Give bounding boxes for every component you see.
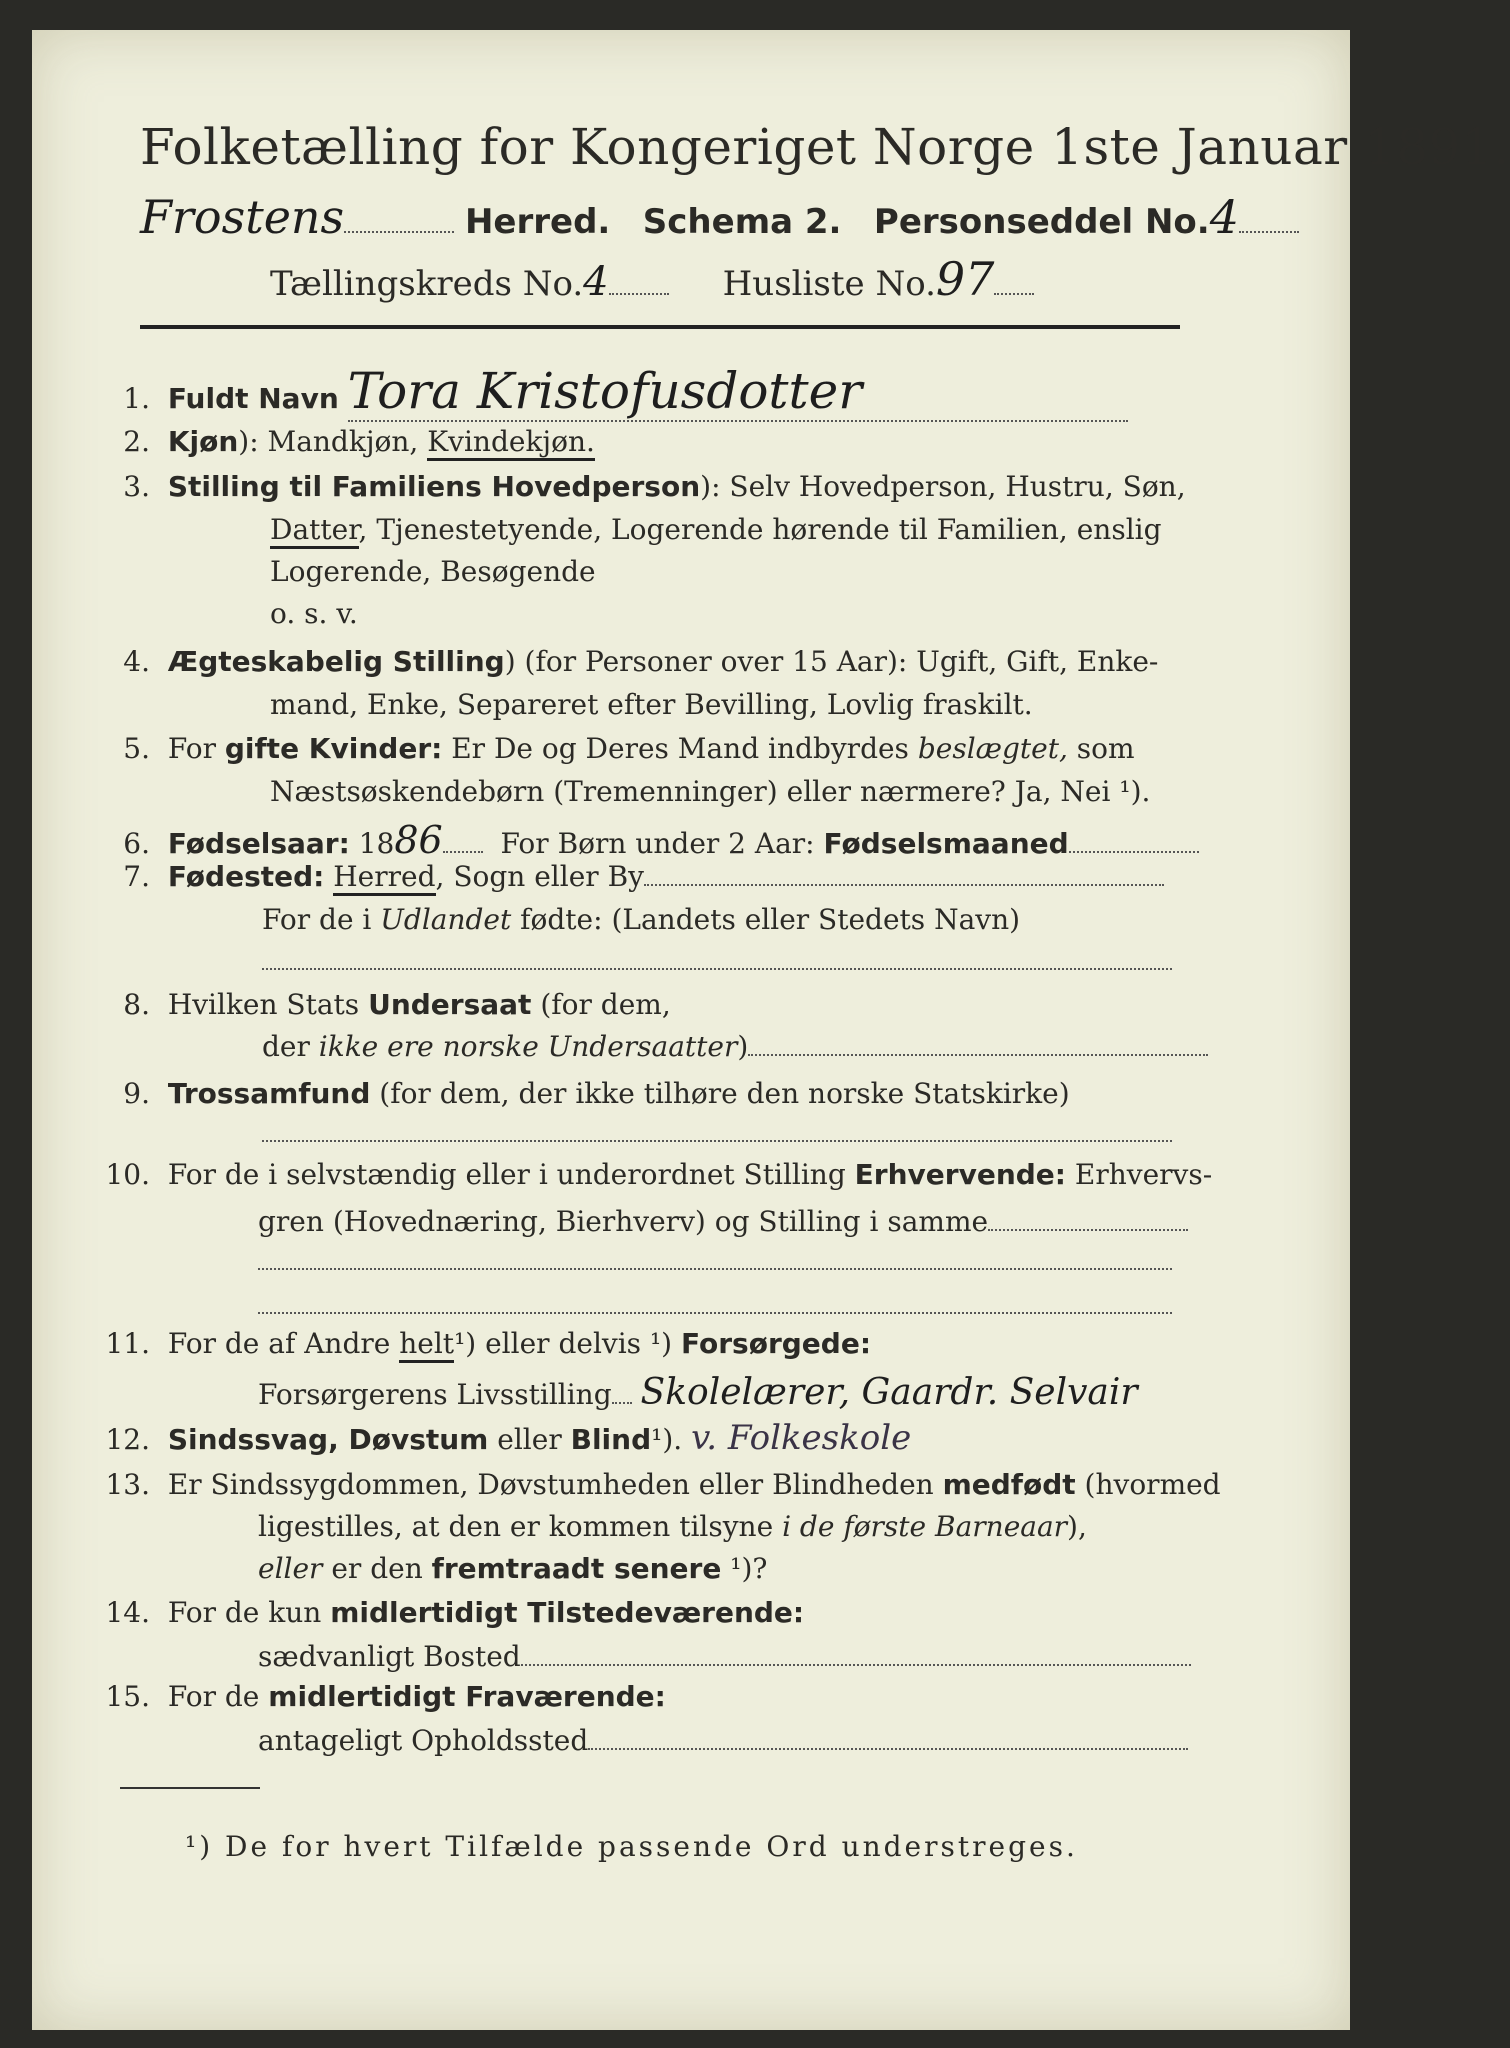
personseddel-dots [1239,231,1299,233]
footnote: ¹) De for hvert Tilfælde passende Ord understreges. [185,1830,1078,1863]
item-12 [80,1418,911,1458]
item-text: For de af Andre [167,1327,391,1360]
item-text: Forsørgerens Livsstilling [258,1378,612,1411]
item-text: , Sogn eller By [435,860,644,893]
item-10-line2 [258,1205,1188,1238]
item-text: For [167,732,216,765]
item-label: Ægteskabelig Stilling [167,645,505,678]
item-label: midlertidigt Tilstedeværende: [330,1596,805,1629]
item-text: ): Mandkjøn, [238,425,419,458]
item-label: Sindssvag, Døvstum [167,1423,489,1456]
item-text-italic: Udlandet [380,903,512,936]
item-13 [80,1468,1221,1501]
item-1 [80,362,1128,422]
item-text: Hvilken Stats [167,988,360,1021]
item-4-line2: mand, Enke, Separeret efter Bevilling, Lovlig fraskilt. [270,688,1033,721]
item-number: 13. [105,1468,150,1501]
residence-dots [521,1664,1191,1666]
herred-dots [344,231,454,233]
citizenship-dots [748,1054,1208,1056]
husliste-value: 97 [935,252,995,306]
item-text: der [262,1030,310,1063]
item-3-line4: o. s. v. [270,597,358,630]
item-text: ): Selv Hovedperson, Hustru, Søn, [700,470,1186,503]
occupation-dots [988,1229,1188,1231]
item-3 [80,470,1186,503]
item-number: 11. [105,1327,150,1360]
husliste-label: Husliste No. [722,264,936,304]
item-11-line2 [258,1372,1138,1413]
footnote-rule [120,1787,260,1789]
item-number: 7. [123,860,150,893]
item-label: midlertidigt Fraværende: [268,1680,666,1713]
item-text: ¹). [651,1423,683,1456]
item-15-line2 [258,1724,1188,1757]
item-label: Kjøn [167,425,239,458]
relation-selected: Datter [270,513,359,549]
item-text: Erhvervs- [1074,1158,1213,1191]
kreds-label: Tællingskreds No. [270,264,584,304]
item-10 [80,1158,1212,1191]
support-selected: helt [399,1327,454,1363]
item-label: Erhvervende: [854,1158,1066,1191]
birthplace-selected: Herred [333,860,435,896]
herred-row [140,190,1299,244]
item-text: ¹)? [730,1552,768,1585]
item-4 [80,645,1158,678]
item-number: 3. [123,470,150,503]
item-text: (for dem, der ikke tilhøre den norske Statskirke) [379,1077,1070,1110]
item-text: For de i [262,903,372,936]
item-14-line2 [258,1640,1191,1673]
item-3-line3: Logerende, Besøgende [270,555,596,588]
personseddel-label: Personseddel No. [873,202,1210,242]
item-text: ¹) eller delvis ¹) [454,1327,673,1360]
year-dots [443,851,483,853]
provider-occupation-value: Skolelærer, Gaardr. Selvair [640,1372,1138,1413]
kreds-dots [609,293,669,295]
item-text: , Tjenestetyende, Logerende hørende til Familien, enslig [358,513,1162,546]
item-text: er den [331,1552,423,1585]
item-text: ), [1067,1510,1087,1543]
item-text: For de [167,1680,260,1713]
item-text: antageligt Opholdssted [258,1724,589,1757]
item-text-italic: eller [258,1552,323,1585]
item-5-line2: Næstsøskendebørn (Tremenninger) eller nærmere? Ja, Nei ¹). [270,775,1151,808]
form-title: Folketælling for Kongeriget Norge 1ste Januar 1891. [140,118,1510,176]
item-3-line2 [270,513,1162,546]
item-10-blank-line-1 [258,1268,1172,1270]
herred-label: Herred. [464,202,611,242]
item-number: 10. [105,1158,150,1191]
stay-dots [588,1748,1188,1750]
birthplace-dots [644,884,1164,886]
birth-year-value: 86 [394,818,443,862]
item-number: 4. [123,645,150,678]
item-label: gifte Kvinder: [224,732,443,765]
item-label: Forsørgede: [681,1327,872,1360]
item-9 [80,1077,1070,1110]
item-14 [80,1596,804,1629]
item-11 [80,1327,871,1360]
item-number: 6. [123,827,150,860]
item-7-line2 [262,903,1020,936]
item-5 [80,732,1135,765]
item-text: (hvormed [1084,1468,1221,1501]
item-8-line2 [262,1030,1208,1063]
item-number: 14. [105,1596,150,1629]
gender-selected: Kvindekjøn. [427,425,595,461]
item-13-line3 [258,1552,767,1585]
item-label: Blind [570,1423,652,1456]
item-number: 8. [123,988,150,1021]
item-text: fødte: (Landets eller Stedets Navn) [520,903,1021,936]
personseddel-value: 4 [1209,190,1239,244]
item-label: medfødt [942,1468,1076,1501]
item-text: For de kun [167,1596,322,1629]
item-number: 12. [105,1423,150,1456]
item-label: Fuldt Navn [167,382,339,415]
item-text: Er Sindssygdommen, Døvstumheden eller Blindheden [167,1468,934,1501]
item-label: Stilling til Familiens Hovedperson [167,470,701,503]
item-number: 5. [123,732,150,765]
item-text: ) [737,1030,749,1063]
item-text-italic: ikke ere norske Undersaatter [318,1030,738,1063]
item-number: 1. [123,382,150,415]
item-text-italic: i de første Barneaar [782,1510,1068,1543]
item-text: gren (Hovednæring, Bierhverv) og Stilling i samme [258,1205,989,1238]
schema-label: Schema 2. [642,202,842,242]
item-text: Er De og Deres Mand indbyrdes [451,732,909,765]
item-15 [80,1680,666,1713]
item-number: 2. [123,425,150,458]
item-label: Fødselsaar: [167,827,350,860]
item-text: For de i selvstændig eller i underordnet Stilling [167,1158,846,1191]
item-6 [80,818,1199,862]
husliste-dots [994,293,1034,295]
item-text: eller [497,1423,562,1456]
item-text: For Børn under 2 Aar: [500,827,815,860]
item-text: sædvanligt Bosted [258,1640,521,1673]
kreds-value: 4 [583,259,609,305]
item-label: Trossamfund [167,1077,371,1110]
item-text-italic: beslægtet, [917,732,1068,765]
item-7-blank-line [262,968,1172,970]
item-10-blank-line-2 [258,1312,1172,1314]
full-name-value: Tora Kristofusdotter [348,362,1128,422]
disability-note-value: v. Folkeskole [691,1418,912,1458]
header-rule [140,325,1180,329]
item-label: Undersaat [368,988,532,1021]
item-label: Fødselsmaaned [823,827,1069,860]
item-9-blank-line [262,1140,1172,1142]
item-label: Fødested: [167,860,325,893]
item-2 [80,425,595,458]
item-number: 9. [123,1077,150,1110]
item-text: (for dem, [540,988,671,1021]
item-text: 18 [358,827,395,860]
item-number: 15. [105,1680,150,1713]
herred-value: Frostens [140,190,345,244]
item-13-line2 [258,1510,1087,1543]
item-text: ) (for Personer over 15 Aar): Ugift, Gift, Enke- [504,645,1159,678]
kreds-row [270,252,1034,306]
month-dots [1069,851,1199,853]
item-text: ligestilles, at den er kommen tilsyne [258,1510,774,1543]
item-7 [80,860,1164,893]
item-label: fremtraadt senere [431,1552,722,1585]
item-text: som [1076,732,1135,765]
provider-dots [612,1402,632,1404]
item-8 [80,988,671,1021]
